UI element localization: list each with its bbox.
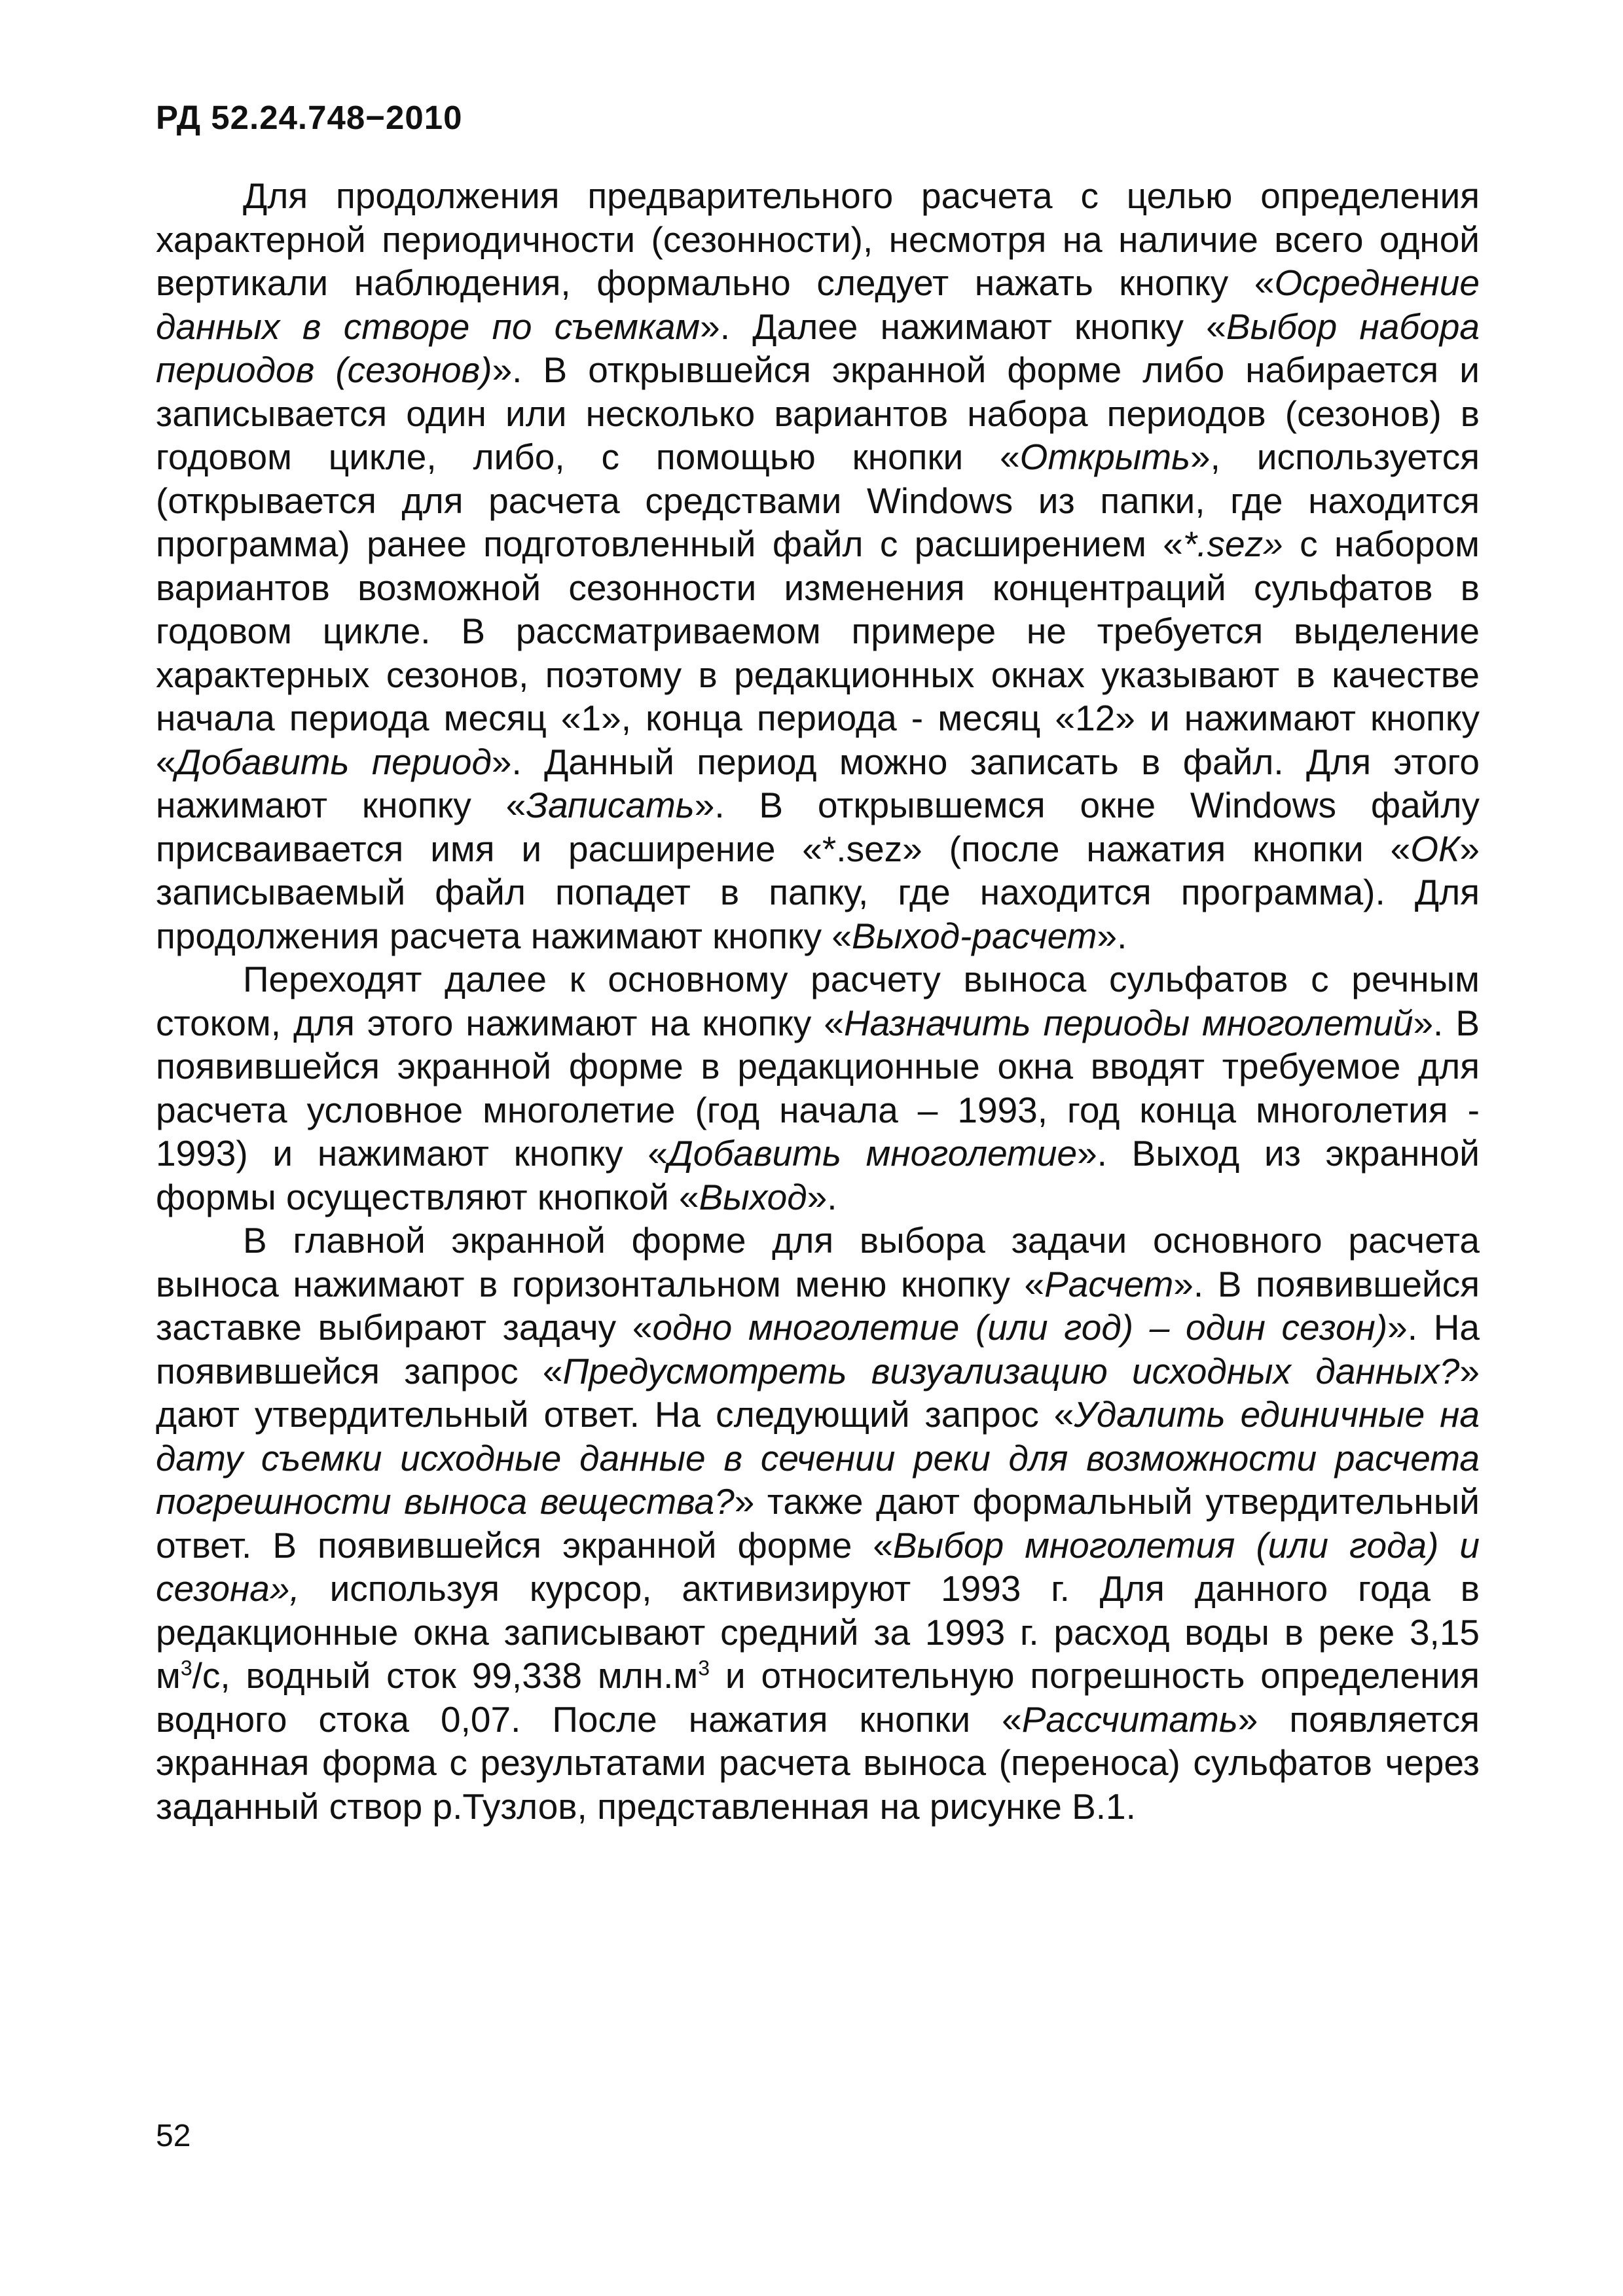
button-name-add-multiyear: Добавить многолетие <box>668 1133 1078 1174</box>
text-run: В главной экранной форме для выбора задачи основного расчета выноса нажимают в горизонтальном меню кнопку « <box>156 1220 1480 1304</box>
task-name: одно многолетие (или год) – один сезон) <box>652 1307 1388 1348</box>
paragraph-2 <box>156 958 1480 1219</box>
text-run: ». На появившейся запрос « <box>156 1307 1480 1391</box>
button-name-calculate: Рассчитать <box>1021 1698 1238 1740</box>
paragraph-1 <box>156 174 1480 958</box>
document-code: РД 52.24.748−2010 <box>156 99 463 136</box>
text-run: » записываемый файл попадет в папку, где находится программа). Для продолжения расчета нажимают кнопку « <box>156 828 1480 956</box>
text-run: и относительную погрешность определения водного стока 0,07. После нажатия кнопки « <box>156 1655 1480 1740</box>
button-name-exit-calc: Выход-расчет <box>852 915 1097 956</box>
prompt-delete-data: Удалить единичные на дату съемки исходные данные в сечении реки для возможности расчета погрешности выноса вещества? <box>156 1394 1480 1522</box>
text-run: Для продолжения предварительного расчета с целью определения характерной периодичности (сезонности), несмотря на наличие всего одной вертикали наблюдения, формально следует нажать кнопку « <box>156 175 1480 303</box>
text-run: ». Выход из экранной формы осуществляют кнопкой « <box>156 1133 1480 1217</box>
superscript: 3 <box>180 1656 192 1680</box>
text-run: ». Данный период можно записать в файл. Для этого нажимают кнопку « <box>156 741 1480 825</box>
text-run: ». <box>1097 915 1127 956</box>
prompt-visualization: Предусмотреть визуализацию исходных данных? <box>562 1350 1460 1391</box>
menu-name-calculation: Расчет <box>1044 1263 1174 1304</box>
text-run: ». <box>807 1176 837 1217</box>
text-run: », используется (открывается для расчета средствами Windows из папки, где находится программа) ранее подготовленный файл с расширением « <box>156 437 1480 564</box>
text-run: ». Далее нажимают кнопку « <box>700 306 1226 347</box>
text-run: используя курсор, активизируют 1993 г. Для данного года в редакционные окна записывают средний за 1993 г. расход воды в реке 3,15 м <box>156 1568 1480 1696</box>
text-run: ». В появившейся заставке выбирают задачу « <box>156 1263 1480 1348</box>
body-text <box>156 174 1480 1828</box>
text-run: с набором вариантов возможной сезонности изменения концентраций сульфатов в годовом цикле. В рассматриваемом примере не требуется выделение характерных сезонов, поэтому в редакционных окнах указывают в качестве начала периода месяц «1», конца периода - месяц «12» и нажимают кнопку « <box>156 524 1480 782</box>
button-name-open: Открыть <box>1019 437 1191 477</box>
button-name-exit: Выход <box>699 1176 807 1217</box>
page-number: 52 <box>156 2119 191 2153</box>
form-name: Выбор многолетия (или года) и сезона», <box>156 1524 1480 1609</box>
button-name-add-period: Добавить период <box>175 741 492 782</box>
text-run: » появляется экранная форма с результатами расчета выноса (переноса) сульфатов через заданный створ р.Тузлов, представленная на рисунке В.1. <box>156 1698 1480 1827</box>
button-name-averaging: Осреднение данных в створе по съемкам <box>156 262 1480 347</box>
button-name-ok: ОК <box>1410 828 1460 869</box>
file-extension: *.sez» <box>1182 524 1283 564</box>
superscript: 3 <box>698 1656 710 1680</box>
button-name-assign-periods: Назначить периоды многолетий <box>843 1002 1413 1043</box>
text-run: Переходят далее к основному расчету выноса сульфатов с речным стоком, для этого нажимают на кнопку « <box>156 959 1480 1043</box>
text-run: ». В открывшейся экранной форме либо набирается и записывается один или несколько вариантов набора периодов (сезонов) в годовом цикле, либо, с помощью кнопки « <box>156 350 1480 477</box>
text-run: ». В появившейся экранной форме в редакционные окна вводят требуемое для расчета условное многолетие (год начала – 1993, год конца многолетия - 1993) и нажимают кнопку « <box>156 1002 1480 1174</box>
button-name-select-periods: Выбор набора периодов (сезонов) <box>156 306 1480 390</box>
paragraph-3 <box>156 1219 1480 1828</box>
text-run: » также дают формальный утвердительный ответ. В появившейся экранной форме « <box>156 1481 1480 1566</box>
button-name-save: Записать <box>526 785 695 825</box>
text-run: ». В открывшемся окне Windows файлу присваивается имя и расширение «*.sez» (после нажатия кнопки « <box>156 785 1480 869</box>
text-run: /с, водный сток 99,338 млн.м <box>192 1655 699 1696</box>
text-run: » дают утвердительный ответ. На следующий запрос « <box>156 1350 1480 1435</box>
